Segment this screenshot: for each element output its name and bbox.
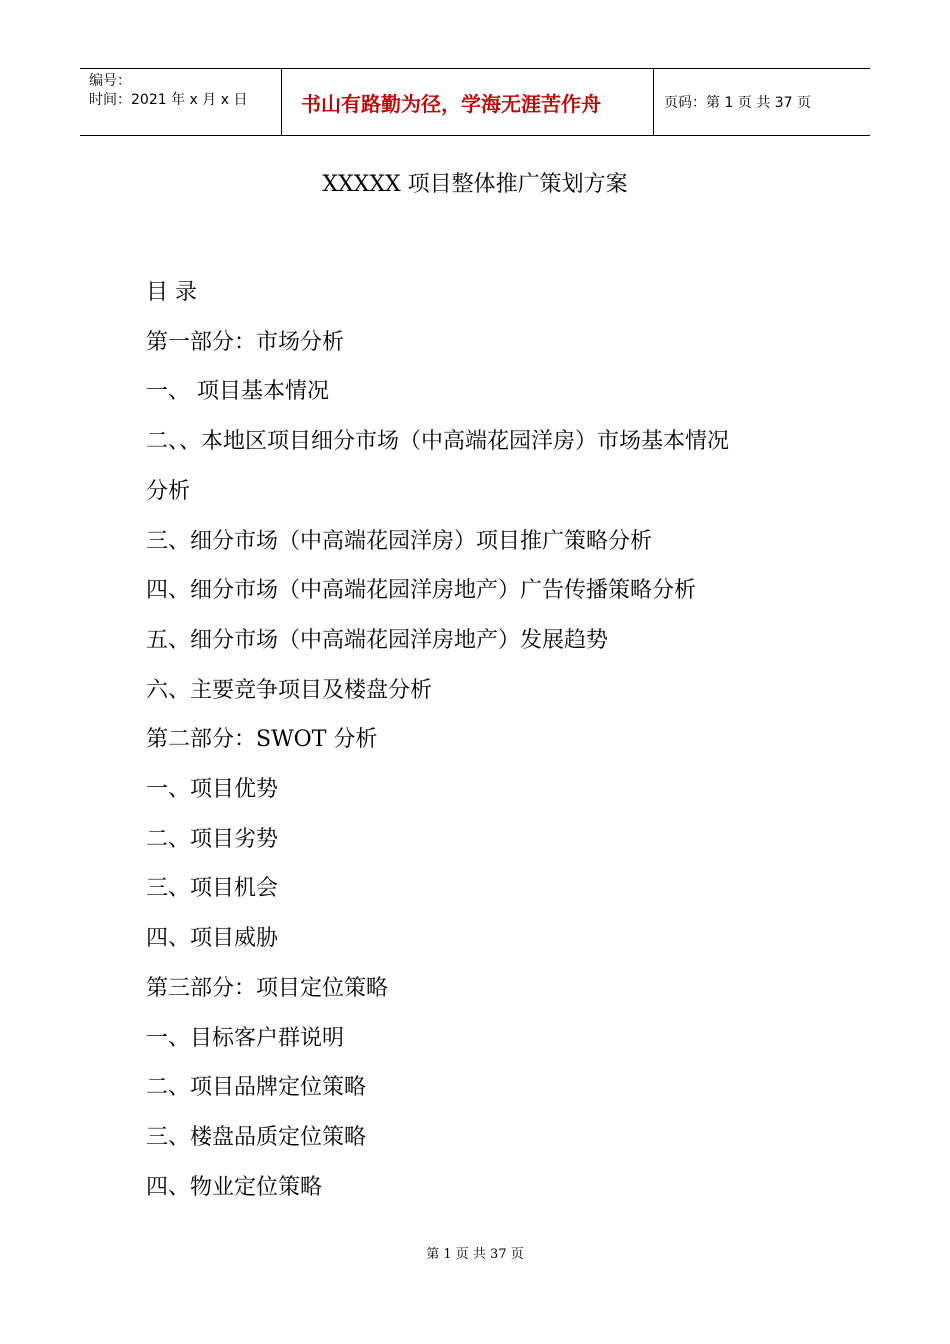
toc-section: 第一部分：市场分析 <box>146 329 345 355</box>
document-number-label: 编号： <box>89 73 131 89</box>
header-motto: 书山有路勤为径，学海无涯苦作舟 <box>301 91 601 116</box>
page-header <box>80 68 870 136</box>
toc-item: 一、项目优势 <box>146 777 279 803</box>
table-of-contents <box>146 268 826 1212</box>
header-page-cell <box>654 69 870 135</box>
toc-item: 三、项目机会 <box>146 876 279 902</box>
toc-heading: 目 录 <box>146 280 197 305</box>
header-page-info: 页码：第 1 页 共 37 页 <box>664 95 811 111</box>
toc-item: 一、目标客户群说明 <box>146 1025 345 1051</box>
toc-item: 二、项目劣势 <box>146 826 279 852</box>
toc-item: 三、楼盘品质定位策略 <box>146 1124 367 1150</box>
toc-item: 二、、本地区项目细分市场（中高端花园洋房）市场基本情况 <box>146 429 730 455</box>
toc-item: 三、细分市场（中高端花园洋房）项目推广策略分析 <box>146 528 653 554</box>
toc-item: 四、物业定位策略 <box>146 1174 323 1200</box>
header-meta-cell <box>80 69 282 135</box>
document-title: XXXXX 项目整体推广策划方案 <box>322 172 628 197</box>
header-motto-cell <box>282 69 654 135</box>
document-date-label: 时间：2021 年 x 月 x 日 <box>89 92 248 108</box>
toc-section: 第三部分：项目定位策略 <box>146 975 389 1001</box>
toc-item: 四、细分市场（中高端花园洋房地产）广告传播策略分析 <box>146 578 697 604</box>
toc-item: 五、细分市场（中高端花园洋房地产）发展趋势 <box>146 627 609 653</box>
toc-section: 第二部分：SWOT 分析 <box>146 727 378 753</box>
toc-item-continuation: 分析 <box>146 478 191 504</box>
toc-item: 二、项目品牌定位策略 <box>146 1075 367 1101</box>
toc-item: 四、项目威胁 <box>146 926 279 952</box>
toc-item: 一、 项目基本情况 <box>146 379 329 405</box>
toc-item: 六、主要竞争项目及楼盘分析 <box>146 677 433 703</box>
page-footer: 第 1 页 共 37 页 <box>426 1247 524 1262</box>
